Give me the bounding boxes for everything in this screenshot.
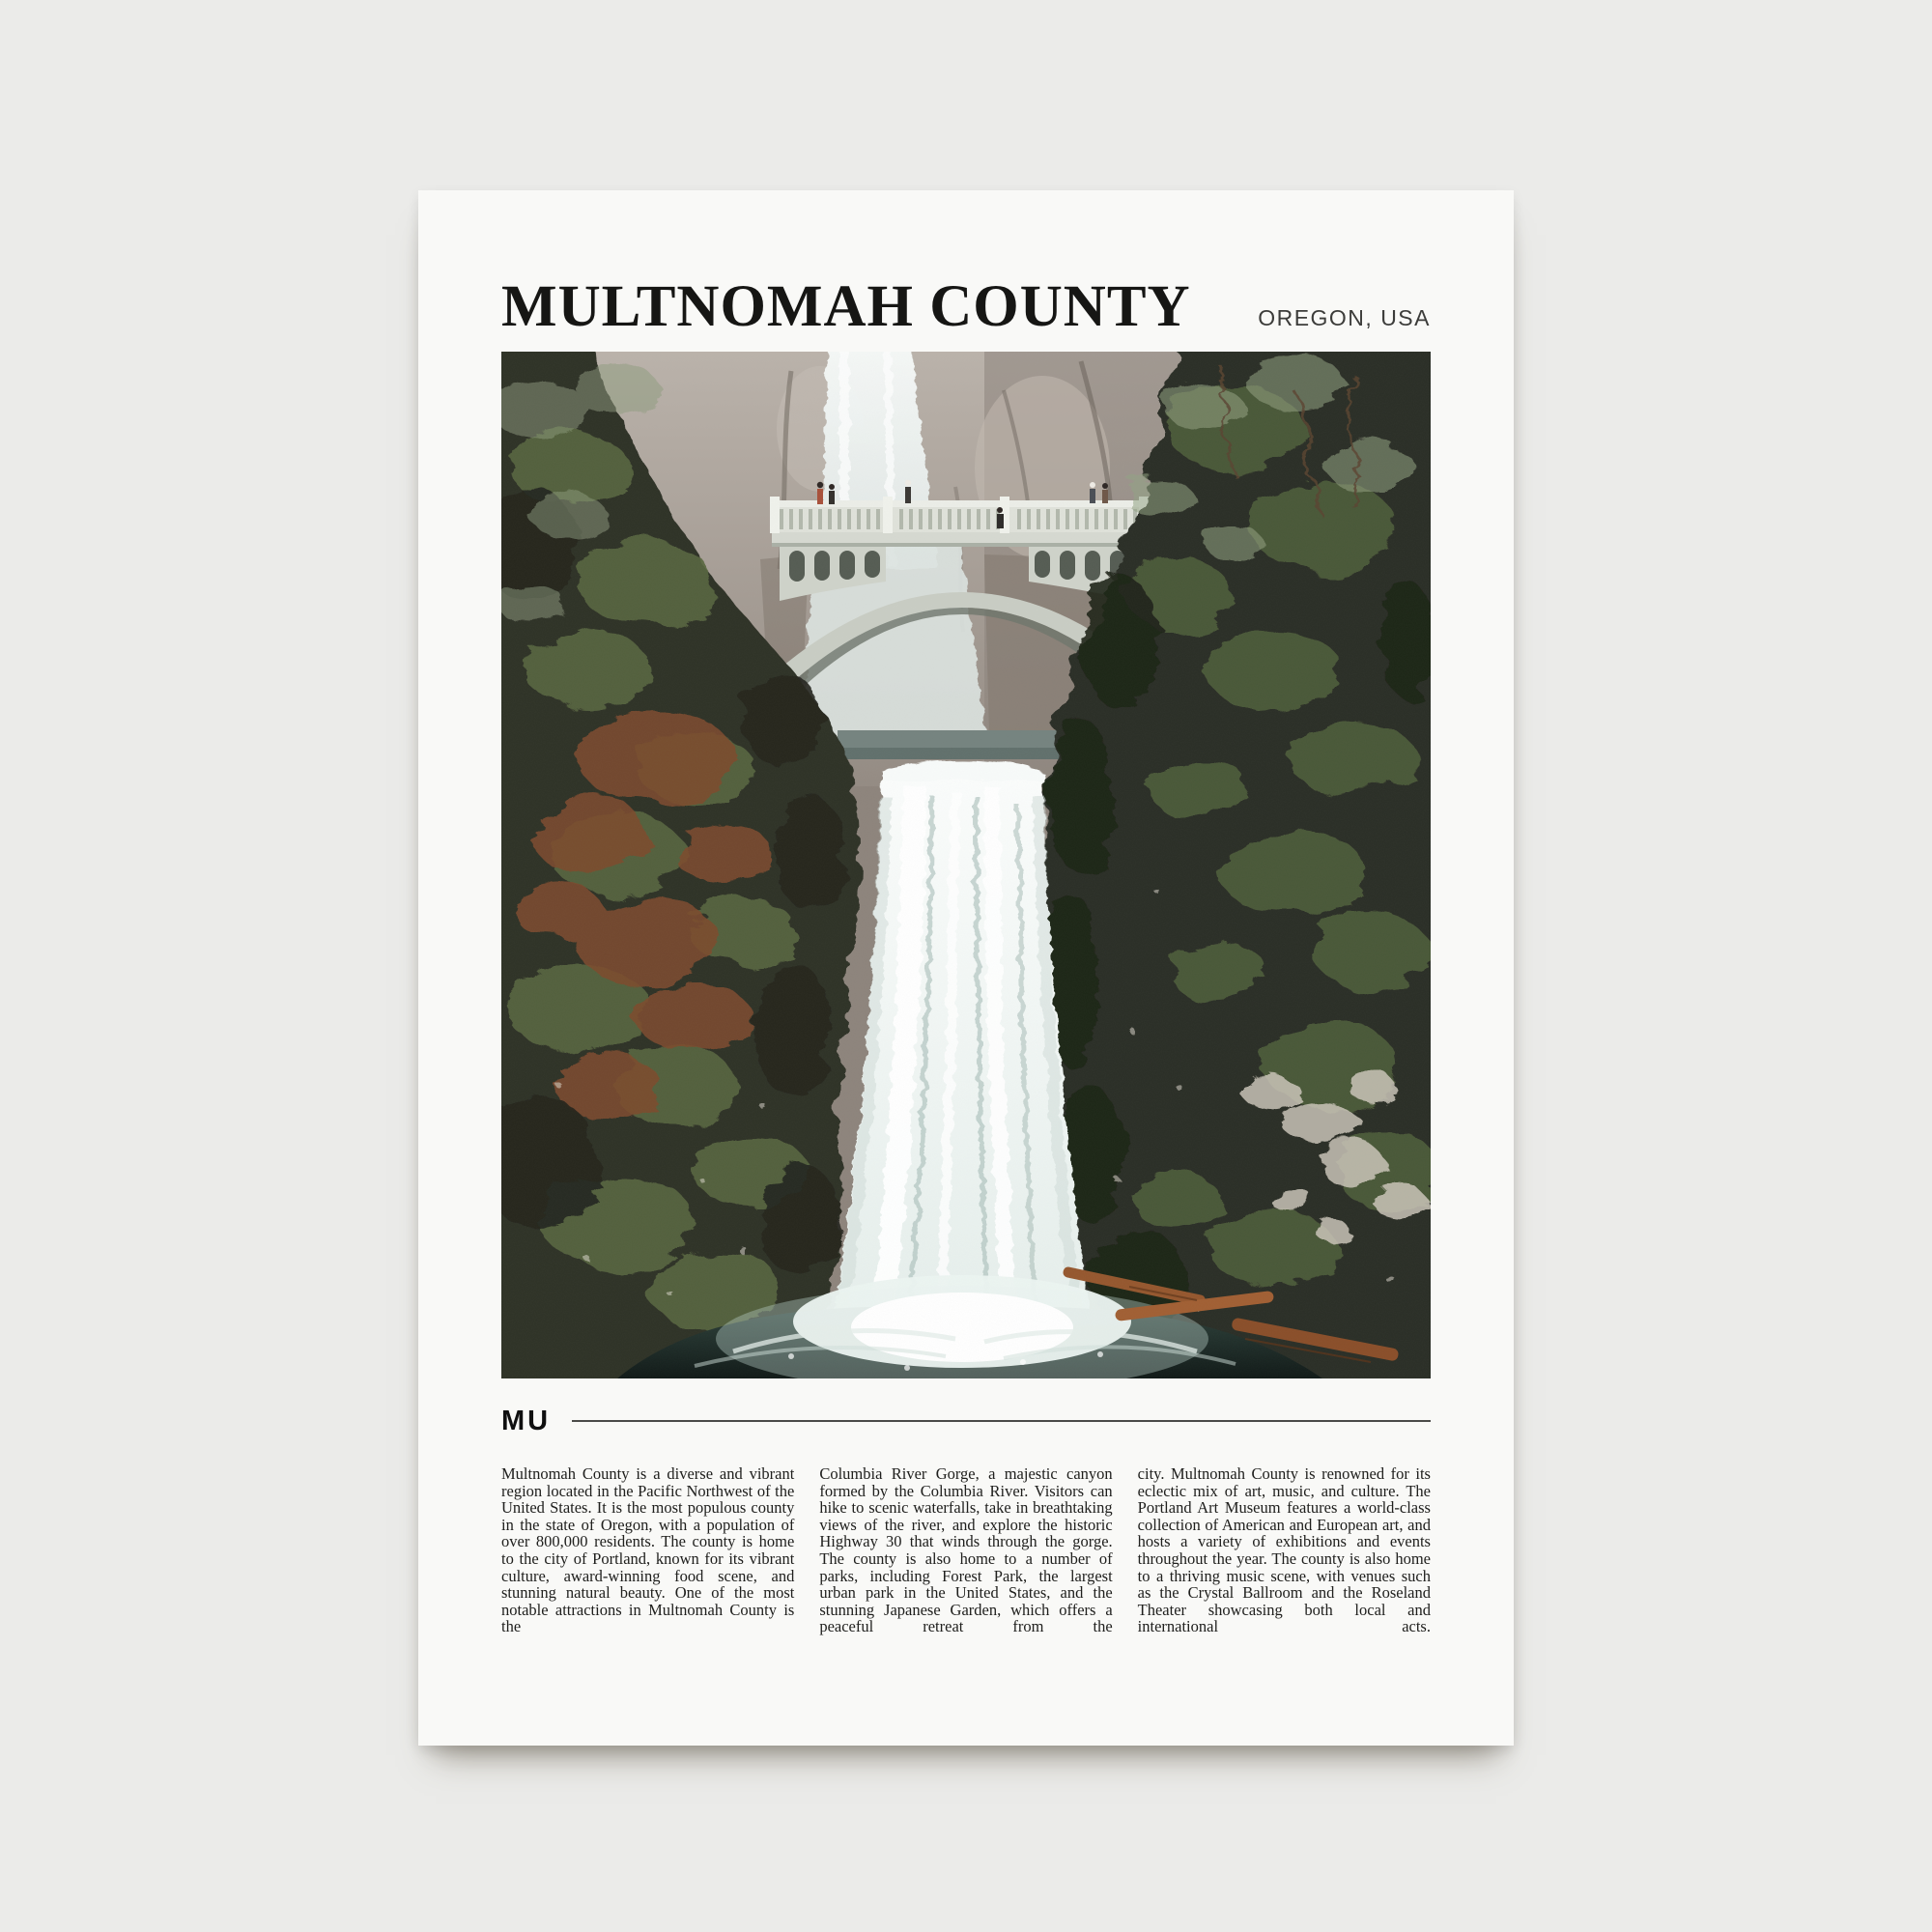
poster-body [501, 1465, 1431, 1635]
poster-header [501, 190, 1431, 339]
waterfall-illustration [501, 352, 1431, 1378]
divider-line [572, 1420, 1431, 1422]
body-column-3: city. Multnomah County is renowned for its eclectic mix of art, music, and culture. The Portland Art Museum features a world-class collection of American and European art, and hosts a variety of exhibitions and events throughout the year. The county is also home to a thriving music scene, with venues such as the Crystal Ballroom and the Roseland Theater showcasing both local and international acts. [1137, 1464, 1431, 1636]
body-column-2: Columbia River Gorge, a majestic canyon formed by the Columbia River. Visitors can hike to scenic waterfalls, take in breathtaking views of the river, and explore the historic Highway 30 that winds through the gorge. The county is also home to a number of parks, including Forest Park, the largest urban park in the United States, and the stunning Japanese Garden, which offers a peaceful retreat from the [819, 1464, 1113, 1636]
travel-poster [418, 190, 1514, 1746]
poster-subheading-row [501, 1404, 1431, 1438]
poster-title: MULTNOMAH COUNTY [501, 274, 1191, 339]
poster-location: OREGON, USA [1258, 305, 1431, 330]
body-column-1: Multnomah County is a diverse and vibrant region located in the Pacific Northwest of the United States. It is the most populous county in the state of Oregon, with a population of over 800,000 residents. The county is home to the city of Portland, known for its vibrant culture, award-winning food scene, and stunning natural beauty. One of the most notable attractions in Multnomah County is the [501, 1464, 795, 1636]
poster-abbreviation: MU [501, 1405, 552, 1436]
multnomah-falls-photo [501, 352, 1431, 1378]
photo-grain-overlay [501, 352, 1431, 1378]
